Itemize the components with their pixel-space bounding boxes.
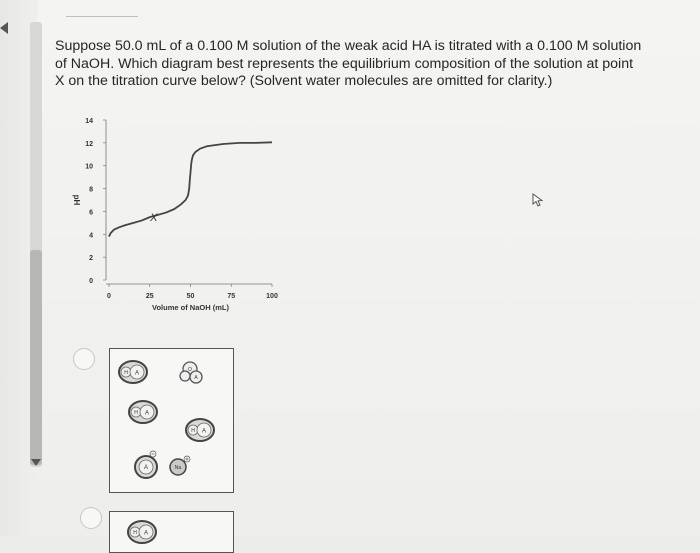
- particle-a-: [128, 448, 168, 485]
- particle-ha: [121, 516, 161, 553]
- atom-label: A: [143, 465, 149, 471]
- atom-label: H: [191, 428, 195, 434]
- particle-h3o-a-: [172, 356, 212, 393]
- mouse-cursor-icon: [532, 193, 544, 207]
- particle-ha: [179, 414, 219, 451]
- y-axis-label: pH: [72, 194, 81, 206]
- atom-label: A: [194, 375, 198, 381]
- atom-label: A: [143, 530, 149, 537]
- x-tick-label: 75: [227, 293, 236, 300]
- scrollbar-thumb[interactable]: [30, 250, 42, 465]
- y-tick-label: 12: [85, 140, 93, 148]
- particle-ha: [112, 356, 152, 393]
- chevron-left-icon[interactable]: [0, 22, 8, 34]
- atom-label: H: [134, 410, 138, 416]
- y-tick-label: 8: [89, 186, 93, 194]
- atom-label: H: [133, 530, 137, 536]
- atom-label: O: [188, 367, 192, 373]
- x-tick-label: 25: [145, 293, 154, 300]
- y-tick-label: 6: [89, 209, 93, 217]
- x-tick-label: 50: [186, 293, 195, 300]
- y-tick-label: 4: [89, 232, 93, 240]
- atom-label: H: [124, 370, 128, 376]
- titration-chart: [62, 112, 292, 322]
- titration-curve: [109, 142, 272, 236]
- x-tick-label: 100: [266, 293, 278, 300]
- atom-label: Na: [174, 465, 182, 471]
- atom-label: A: [144, 410, 150, 417]
- option-b-radio[interactable]: [80, 507, 102, 529]
- x-axis-label: Volume of NaOH (mL): [152, 303, 229, 312]
- atom-label: A: [134, 370, 140, 377]
- titration-chart-svg: [62, 112, 292, 322]
- question-text: Suppose 50.0 mL of a 0.100 M solution of the weak acid HA is titrated with a 0.100 M solution of NaOH. Which diagram best represents the equilibrium composition of the solution at point X on the titration curve below? (Solvent water molecules are omitted for clarity.): [55, 38, 642, 89]
- x-tick-label: 0: [107, 293, 111, 300]
- y-tick-label: 14: [85, 118, 93, 125]
- divider: [66, 16, 138, 17]
- point-x-label: X: [150, 212, 158, 225]
- particle-na-: [166, 450, 206, 487]
- chevron-down-icon[interactable]: [31, 459, 41, 466]
- particle-ha: [122, 396, 162, 433]
- y-tick-label: 0: [89, 278, 93, 285]
- atom-label: A: [201, 428, 207, 435]
- y-tick-label: 10: [85, 163, 93, 171]
- option-a-radio[interactable]: [73, 348, 95, 370]
- y-tick-label: 2: [89, 255, 93, 263]
